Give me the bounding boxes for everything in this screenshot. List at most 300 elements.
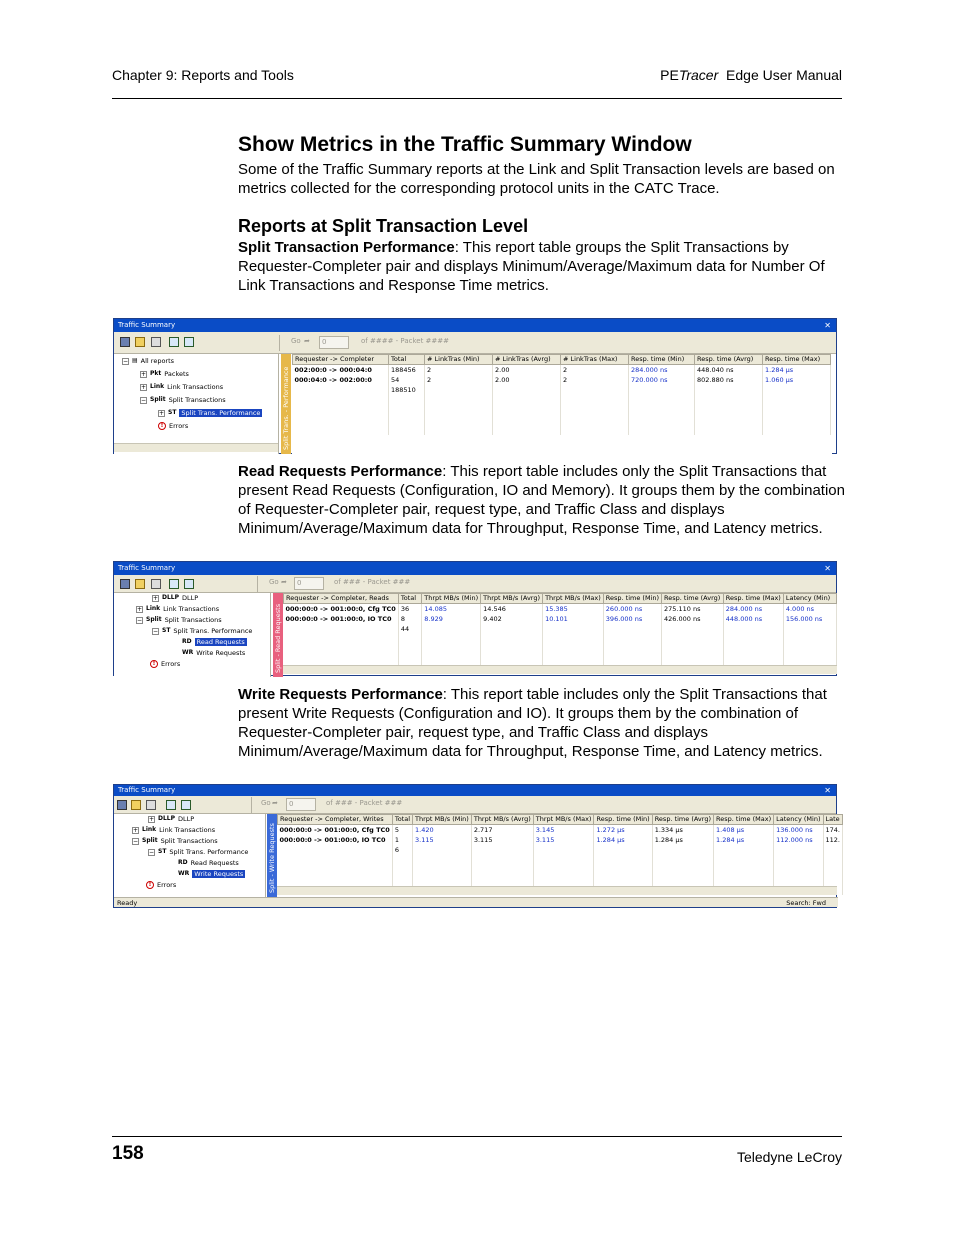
- export-icon[interactable]: [184, 579, 194, 589]
- report-tree: [114, 593, 271, 677]
- table-cell: 1: [392, 835, 412, 845]
- tree-label: DLLP: [182, 594, 199, 602]
- export-icon[interactable]: [181, 800, 191, 810]
- go-input[interactable]: 0: [294, 577, 324, 590]
- table-cell: [392, 875, 412, 885]
- folder-icon[interactable]: [135, 337, 145, 347]
- tree-label: All reports: [140, 357, 175, 365]
- column-header[interactable]: Requester -> Completer, Writes: [278, 815, 393, 825]
- tree-item-split-transactions[interactable]: [132, 836, 218, 846]
- tree-item-read-requests[interactable]: [178, 858, 239, 868]
- table-cell: [629, 425, 695, 435]
- read-icon: RD: [178, 859, 188, 866]
- table-cell: [389, 425, 425, 435]
- table-cell: [293, 425, 389, 435]
- table-cell: [493, 425, 561, 435]
- table-cell: [783, 644, 836, 654]
- toolbar: [114, 575, 836, 593]
- table-cell: [493, 395, 561, 405]
- report-table: [283, 593, 837, 674]
- table-cell: [284, 644, 399, 654]
- tree-item-read-requests[interactable]: [182, 637, 247, 647]
- column-header[interactable]: Thrpt MB/s (Avrg): [481, 594, 543, 604]
- table-cell: [783, 654, 836, 664]
- table-cell: [481, 644, 543, 654]
- report-table: [277, 814, 843, 895]
- tree-item-dllp[interactable]: [152, 593, 198, 603]
- table-cell: [543, 624, 604, 634]
- copy-icon[interactable]: [169, 337, 179, 347]
- column-header[interactable]: Latency (Min): [783, 594, 836, 604]
- tree-label: Split Trans. Performance: [173, 627, 253, 635]
- table-row-empty: [293, 395, 831, 405]
- write-perf-paragraph: [238, 685, 848, 761]
- table-cell: 112.: [823, 835, 842, 845]
- table-cell: [723, 654, 783, 664]
- table-cell: [763, 425, 831, 435]
- table-cell: [471, 865, 533, 875]
- tree-item-split-trans-performance[interactable]: [152, 626, 252, 636]
- table-cell: [695, 385, 763, 395]
- table-cell: 802.880 ns: [695, 375, 763, 385]
- split-perf-term: Split Transaction Performance: [238, 239, 455, 256]
- table-cell: [284, 654, 399, 664]
- table-cell: [543, 644, 604, 654]
- tree-item-write-requests[interactable]: [178, 869, 245, 879]
- table-cell: [481, 634, 543, 644]
- table-cell: [652, 845, 713, 855]
- traffic-summary-window-1: [113, 318, 837, 454]
- table-cell: [603, 624, 661, 634]
- table-cell: [543, 654, 604, 664]
- export-icon[interactable]: [184, 337, 194, 347]
- table-cell: 2.717: [471, 825, 533, 836]
- tree-label: Split Transactions: [160, 837, 218, 845]
- table-cell: 14.085: [422, 604, 481, 615]
- report-grid: [277, 814, 840, 886]
- company-name: Teledyne LeCroy: [736, 1149, 842, 1165]
- expand-icon[interactable]: +: [137, 605, 143, 613]
- manual-rest: Edge User Manual: [726, 67, 842, 83]
- report-grid: [292, 354, 832, 454]
- status-bar: [114, 897, 838, 907]
- table-cell: [652, 855, 713, 865]
- table-cell: [763, 395, 831, 405]
- table-cell: [481, 654, 543, 664]
- column-header[interactable]: Thrpt MB/s (Avrg): [471, 815, 533, 825]
- save-icon[interactable]: [117, 800, 127, 810]
- table-cell: [714, 875, 774, 885]
- table-cell: [695, 415, 763, 425]
- table-cell: [723, 624, 783, 634]
- manual-tracer: Tracer: [678, 67, 719, 83]
- table-cell: [293, 405, 389, 415]
- table-cell: [823, 855, 842, 865]
- table-header-row: [293, 355, 831, 365]
- tree-item-split-trans-performance[interactable]: [158, 408, 262, 418]
- table-cell: 1.284 µs: [594, 835, 652, 845]
- table-cell: [481, 624, 543, 634]
- tree-item-split-transactions[interactable]: [140, 395, 226, 405]
- table-cell: [783, 624, 836, 634]
- table-cell: [398, 644, 421, 654]
- table-cell: [413, 875, 472, 885]
- column-header[interactable]: Resp. time (Avrg): [662, 594, 724, 604]
- table-cell: 2.00: [493, 375, 561, 385]
- copy-icon[interactable]: [166, 800, 176, 810]
- table-cell: 54: [389, 375, 425, 385]
- table-cell: 275.110 ns: [662, 604, 724, 615]
- expand-icon[interactable]: +: [149, 815, 155, 823]
- packet-range: of ### - Packet ###: [334, 578, 411, 586]
- tree-item-link-transactions[interactable]: [136, 604, 219, 614]
- table-cell: 10.101: [543, 614, 604, 624]
- table-row[interactable]: [284, 614, 837, 624]
- table-cell: 2: [425, 365, 493, 376]
- table-cell: 174.: [823, 825, 842, 836]
- table-cell: 1.284 µs: [714, 835, 774, 845]
- column-header[interactable]: Requester -> Completer, Reads: [284, 594, 399, 604]
- table-cell: [763, 415, 831, 425]
- subsection-title: Reports at Split Transaction Level: [238, 216, 529, 236]
- table-cell: 188456: [389, 365, 425, 376]
- table-cell: 4.000 ns: [783, 604, 836, 615]
- table-row[interactable]: [278, 835, 843, 845]
- tree-label: Read Requests: [190, 859, 239, 867]
- table-cell: 000:04:0 -> 002:00:0: [293, 375, 389, 385]
- go-input[interactable]: 0: [286, 798, 316, 811]
- split-icon: Split: [146, 616, 162, 623]
- table-row[interactable]: [278, 825, 843, 836]
- table-cell: [774, 875, 823, 885]
- column-header[interactable]: Resp. time (Min): [594, 815, 652, 825]
- folder-icon[interactable]: [135, 579, 145, 589]
- table-cell: [774, 855, 823, 865]
- print-icon[interactable]: [146, 800, 156, 810]
- table-cell: [561, 415, 629, 425]
- table-cell: [763, 405, 831, 415]
- table-cell: 3.115: [413, 835, 472, 845]
- table-cell: [471, 855, 533, 865]
- table-cell: [603, 654, 661, 664]
- table-cell: [493, 415, 561, 425]
- tree-item-split-trans-performance[interactable]: [148, 847, 248, 857]
- table-row[interactable]: [293, 375, 831, 385]
- table-cell: [284, 634, 399, 644]
- expand-icon[interactable]: +: [153, 594, 159, 602]
- table-cell: [422, 644, 481, 654]
- split-icon: Split: [150, 396, 166, 403]
- window-title: Traffic Summary: [118, 786, 176, 794]
- tree-label: Split Transactions: [168, 396, 226, 404]
- table-cell: [413, 845, 472, 855]
- close-icon[interactable]: ✕: [824, 564, 831, 573]
- table-cell: [533, 855, 594, 865]
- table-cell: 1.334 µs: [652, 825, 713, 836]
- report-tree: [114, 354, 279, 454]
- column-header[interactable]: Resp. time (Min): [603, 594, 661, 604]
- column-header[interactable]: Late: [823, 815, 842, 825]
- column-header[interactable]: Thrpt MB/s (Max): [543, 594, 604, 604]
- tree-item-write-requests[interactable]: [182, 648, 245, 658]
- report-vertical-tab[interactable]: [281, 354, 291, 454]
- tree-label: Split Trans. Performance: [169, 848, 249, 856]
- table-cell: 156.000 ns: [783, 614, 836, 624]
- table-cell: [603, 644, 661, 654]
- table-cell: [823, 865, 842, 875]
- table-cell: [425, 425, 493, 435]
- table-row[interactable]: [293, 385, 831, 395]
- table-cell: 448.000 ns: [723, 614, 783, 624]
- save-icon[interactable]: [120, 579, 130, 589]
- tree-item-link-transactions[interactable]: [132, 825, 215, 835]
- table-row-empty: [293, 405, 831, 415]
- grid-scrollbar[interactable]: [283, 665, 837, 674]
- report-vertical-tab[interactable]: [267, 814, 277, 897]
- tree-label: Write Requests: [196, 649, 246, 657]
- print-icon[interactable]: [151, 337, 161, 347]
- table-row[interactable]: [293, 365, 831, 376]
- tree-item-packets[interactable]: [140, 369, 189, 379]
- tree-item-errors[interactable]: [158, 421, 188, 431]
- go-arrow-icon[interactable]: ➦: [281, 578, 287, 586]
- table-cell: [714, 855, 774, 865]
- folder-icon[interactable]: [131, 800, 141, 810]
- table-cell: [561, 425, 629, 435]
- table-cell: [594, 865, 652, 875]
- table-cell: 136.000 ns: [774, 825, 823, 836]
- tree-item-link-transactions[interactable]: [140, 382, 223, 392]
- table-cell: [561, 395, 629, 405]
- manual-pe: PE: [660, 67, 679, 83]
- grid-scrollbar[interactable]: [277, 886, 837, 895]
- expand-icon[interactable]: +: [133, 826, 139, 834]
- go-arrow-icon[interactable]: ➦: [304, 337, 310, 345]
- table-cell: [774, 865, 823, 875]
- close-icon[interactable]: ✕: [824, 321, 831, 330]
- packet-range: of ### - Packet ###: [326, 799, 403, 807]
- table-cell: [413, 855, 472, 865]
- table-header-row: [278, 815, 843, 825]
- column-header[interactable]: Total: [389, 355, 425, 365]
- traffic-summary-window-2: [113, 561, 837, 676]
- window-title: Traffic Summary: [118, 321, 176, 329]
- table-cell: 002:00:0 -> 000:04:0: [293, 365, 389, 376]
- close-icon[interactable]: ✕: [824, 786, 831, 795]
- table-cell: 1.408 µs: [714, 825, 774, 836]
- table-cell: [652, 875, 713, 885]
- column-header[interactable]: Resp. time (Max): [723, 594, 783, 604]
- tree-item-errors[interactable]: [146, 880, 176, 890]
- expand-icon[interactable]: +: [141, 383, 147, 391]
- toolbar-separator: [257, 576, 258, 592]
- table-cell: [398, 634, 421, 644]
- vtab-label: Split Trans. - Performance: [282, 366, 290, 450]
- table-cell: [763, 385, 831, 395]
- table-cell: [284, 624, 399, 634]
- table-cell: 6: [392, 845, 412, 855]
- table-cell: 3.115: [471, 835, 533, 845]
- table-cell: [293, 385, 389, 395]
- table-cell: 3.145: [533, 825, 594, 836]
- write-icon: WR: [178, 870, 190, 877]
- table-cell: [392, 865, 412, 875]
- table-cell: 15.385: [543, 604, 604, 615]
- tree-item-split-transactions[interactable]: [136, 615, 222, 625]
- column-header[interactable]: Thrpt MB/s (Min): [422, 594, 481, 604]
- table-cell: [774, 845, 823, 855]
- expand-icon[interactable]: +: [159, 409, 165, 417]
- expand-icon[interactable]: +: [141, 370, 147, 378]
- table-cell: [723, 634, 783, 644]
- tree-item-errors[interactable]: [150, 659, 180, 669]
- read-perf-paragraph: [238, 462, 848, 538]
- table-cell: 112.000 ns: [774, 835, 823, 845]
- packet-icon: Pkt: [150, 370, 162, 377]
- column-header[interactable]: Total: [398, 594, 421, 604]
- column-header[interactable]: Resp. time (Min): [629, 355, 695, 365]
- save-icon[interactable]: [120, 337, 130, 347]
- vtab-label: Split - Read Requests: [274, 603, 282, 673]
- table-cell: [278, 855, 393, 865]
- column-header[interactable]: # LinkTras (Avrg): [493, 355, 561, 365]
- table-cell: 9.402: [481, 614, 543, 624]
- table-cell: 426.000 ns: [662, 614, 724, 624]
- table-cell: [389, 415, 425, 425]
- table-cell: 2: [561, 365, 629, 376]
- traffic-summary-window-3: [113, 784, 840, 908]
- table-cell: 1.420: [413, 825, 472, 836]
- collapse-icon[interactable]: −: [133, 837, 139, 845]
- table-cell: 396.000 ns: [603, 614, 661, 624]
- table-cell: 5: [392, 825, 412, 836]
- table-cell: [533, 845, 594, 855]
- table-cell: [714, 865, 774, 875]
- table-cell: [425, 405, 493, 415]
- table-row[interactable]: [284, 624, 837, 634]
- collapse-icon[interactable]: −: [137, 616, 143, 624]
- link-icon: Link: [142, 826, 157, 833]
- tree-label: Read Requests: [196, 638, 245, 646]
- table-cell: [594, 845, 652, 855]
- column-header[interactable]: Thrpt MB/s (Min): [413, 815, 472, 825]
- table-cell: [629, 395, 695, 405]
- table-row-empty: [278, 875, 843, 885]
- table-cell: [594, 875, 652, 885]
- table-cell: [823, 875, 842, 885]
- table-cell: 1.060 µs: [763, 375, 831, 385]
- read-perf-term: Read Requests Performance: [238, 463, 443, 480]
- table-cell: [662, 644, 724, 654]
- table-cell: [425, 385, 493, 395]
- table-row[interactable]: [284, 604, 837, 615]
- table-header-row: [284, 594, 837, 604]
- collapse-icon[interactable]: −: [153, 627, 159, 635]
- footer-rule: [112, 1136, 842, 1137]
- table-cell: [293, 395, 389, 405]
- table-cell: [823, 845, 842, 855]
- report-grid: [283, 593, 837, 665]
- tree-label: Errors: [169, 422, 189, 430]
- table-cell: [413, 865, 472, 875]
- tree-item-dllp[interactable]: [148, 814, 194, 824]
- table-cell: [603, 634, 661, 644]
- go-label: Go: [261, 799, 271, 807]
- table-row-empty: [293, 425, 831, 435]
- table-cell: 1.284 µs: [763, 365, 831, 376]
- column-header[interactable]: Thrpt MB/s (Max): [533, 815, 594, 825]
- split-perf-icon: ST: [168, 409, 177, 416]
- status-ready: Ready: [117, 899, 138, 907]
- window-title-bar: [114, 785, 836, 796]
- tree-label: Link Transactions: [159, 826, 216, 834]
- report-vertical-tab[interactable]: [273, 593, 283, 677]
- tree-label: Errors: [161, 660, 181, 668]
- report-table: [292, 354, 831, 435]
- table-cell: 14.546: [481, 604, 543, 615]
- column-header[interactable]: Resp. time (Max): [763, 355, 831, 365]
- column-header[interactable]: Resp. time (Max): [714, 815, 774, 825]
- table-cell: [425, 395, 493, 405]
- table-cell: 000:00:0 -> 001:00:0, IO TC0: [278, 835, 393, 845]
- tree-label: DLLP: [178, 815, 195, 823]
- go-label: Go: [291, 337, 301, 345]
- table-cell: 8: [398, 614, 421, 624]
- column-header[interactable]: # LinkTras (Min): [425, 355, 493, 365]
- toolbar: [114, 796, 836, 814]
- error-icon: !: [150, 660, 158, 668]
- copy-icon[interactable]: [169, 579, 179, 589]
- table-cell: [278, 865, 393, 875]
- table-cell: [723, 644, 783, 654]
- intro-paragraph: Some of the Traffic Summary reports at the Link and Split Transaction levels are based on metrics collected for the corresponding protocol units in the CATC Trace.: [238, 161, 835, 197]
- column-header[interactable]: Resp. time (Avrg): [695, 355, 763, 365]
- read-icon: RD: [182, 638, 192, 645]
- go-arrow-icon[interactable]: ➦: [272, 799, 278, 807]
- table-row-empty: [284, 634, 837, 644]
- table-cell: [422, 624, 481, 634]
- table-cell: [629, 415, 695, 425]
- collapse-icon[interactable]: −: [149, 848, 155, 856]
- column-header[interactable]: # LinkTras (Max): [561, 355, 629, 365]
- tree-item-all-reports[interactable]: [122, 356, 174, 366]
- go-input[interactable]: 0: [319, 336, 349, 349]
- link-icon: Link: [146, 605, 161, 612]
- collapse-icon[interactable]: −: [123, 357, 129, 365]
- table-cell: [695, 405, 763, 415]
- column-header[interactable]: Total: [392, 815, 412, 825]
- table-cell: [422, 634, 481, 644]
- collapse-icon[interactable]: −: [141, 396, 147, 404]
- column-header[interactable]: Resp. time (Avrg): [652, 815, 713, 825]
- table-cell: 3.115: [533, 835, 594, 845]
- table-cell: [422, 654, 481, 664]
- column-header[interactable]: Requester -> Completer: [293, 355, 389, 365]
- table-cell: 000:00:0 -> 001:00:0, Cfg TC0: [284, 604, 399, 615]
- table-cell: [389, 395, 425, 405]
- tree-scrollbar[interactable]: [114, 443, 278, 452]
- print-icon[interactable]: [151, 579, 161, 589]
- column-header[interactable]: Latency (Min): [774, 815, 823, 825]
- reports-icon: ▤: [132, 357, 138, 364]
- link-icon: Link: [150, 383, 165, 390]
- vtab-label: Split - Write Requests: [268, 823, 276, 893]
- table-row-empty: [284, 644, 837, 654]
- write-perf-text: : This report table includes only the Split Transactions that present Write Requests (Configuration and IO). It groups them by the combination of Requester-Completer pair, request type, and Traffic Class and displays Minimum/Average/Maximum data for Throughput, Response Time, and Latency metrics.: [238, 686, 827, 760]
- table-row[interactable]: [278, 845, 843, 855]
- table-cell: [629, 405, 695, 415]
- toolbar-separator: [279, 335, 280, 351]
